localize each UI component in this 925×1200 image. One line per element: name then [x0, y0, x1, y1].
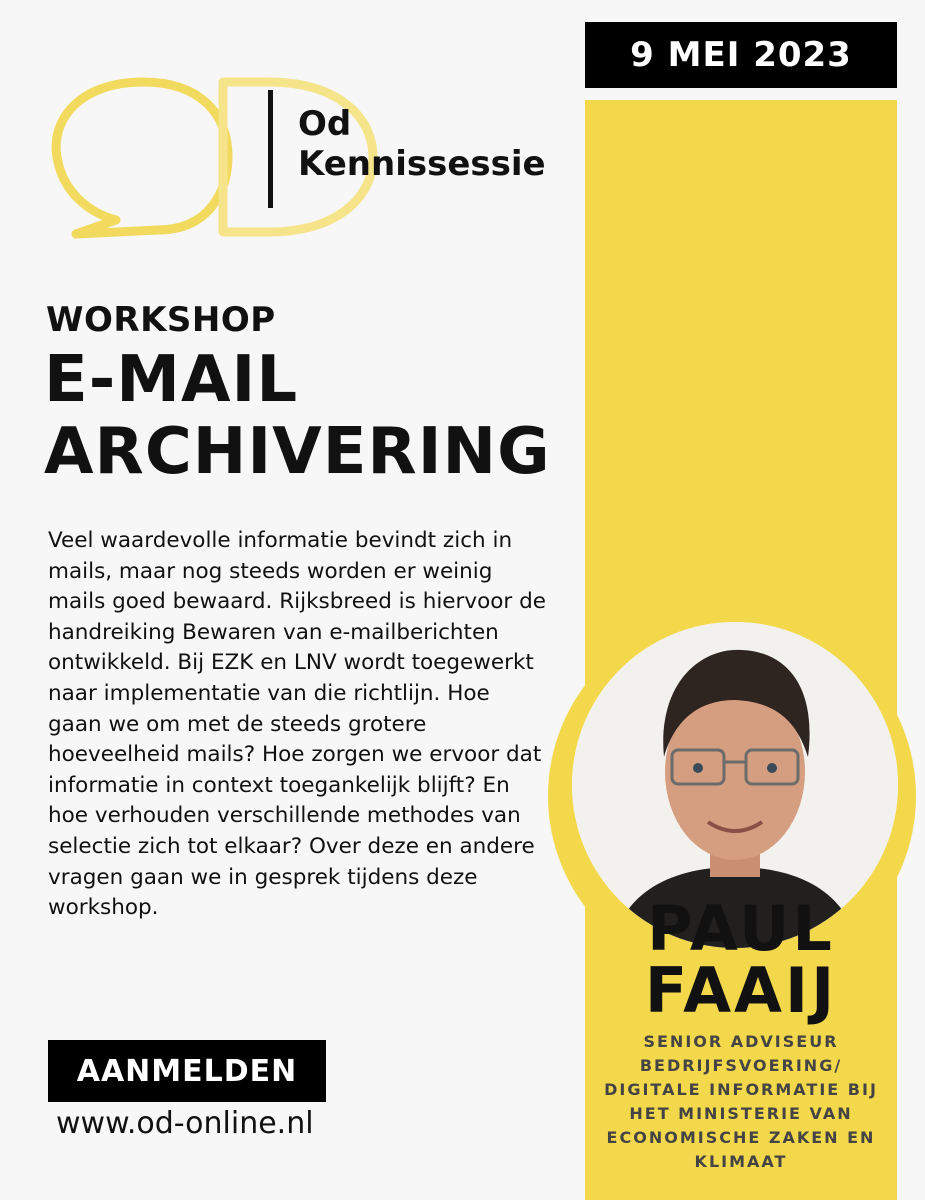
register-button[interactable]: AANMELDEN	[48, 1040, 326, 1102]
title-line-2: ARCHIVERING	[44, 415, 551, 489]
page-title	[44, 344, 584, 488]
website-link[interactable]: www.od-online.nl	[56, 1106, 314, 1141]
logo-wordmark	[298, 104, 546, 184]
speaker-last-name: FAAIJ	[644, 954, 838, 1027]
speaker-role: SENIOR ADVISEUR BEDRIJFSVOERING/ DIGITALE INFORMATIE BIJ HET MINISTERIE VAN ECONOMISCHE ZAKEN EN KLIMAAT	[604, 1032, 878, 1171]
workshop-description: Veel waardevolle informatie bevindt zich in mails, maar nog steeds worden er weinig mails goed bewaard. Rijksbreed is hiervoor de handreiking Bewaren van e-mailberichten ontwikkeld. Bij EZK en LNV wordt toegewerkt naar implementatie van die richtlijn. Hoe gaan we om met de steeds grotere hoeveelheid mails? Hoe zorgen we ervoor dat informatie in context toegankelijk blijft? En hoe verhouden verschillende methodes van selectie zich tot elkaar? Over deze en andere vragen gaan we in gesprek tijdens deze workshop.	[48, 528, 546, 921]
workshop-kicker: WORKSHOP	[46, 300, 276, 340]
logo-line-od: Od	[298, 104, 352, 144]
title-line-1: E-MAIL	[44, 343, 299, 417]
logo-line-kennissessie: Kennissessie	[298, 144, 546, 184]
event-date-badge: 9 MEI 2023	[585, 22, 897, 88]
speaker-first-name: PAUL	[647, 892, 835, 965]
logo-divider	[268, 90, 273, 208]
speaker-name	[585, 892, 897, 1027]
